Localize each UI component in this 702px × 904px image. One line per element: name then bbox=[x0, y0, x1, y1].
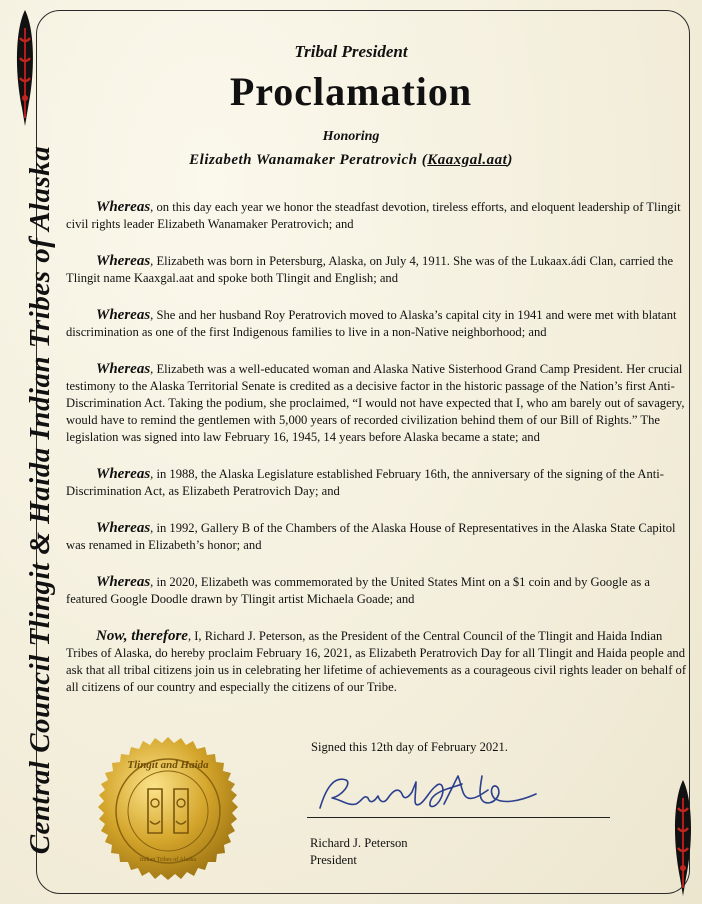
side-organization-name: Central Council Tlingit & Haida Indian Tribes of Alaska bbox=[24, 145, 56, 855]
page-title: Proclamation bbox=[229, 69, 473, 114]
gold-seal-icon bbox=[92, 736, 244, 886]
paragraph bbox=[66, 466, 688, 500]
paragraph-lead: Whereas bbox=[96, 253, 151, 269]
seal-bottom-text: Indian Tribes of Alaska bbox=[139, 857, 197, 863]
paragraph bbox=[66, 307, 688, 341]
honoree-tlingit-name: Kaaxgal.aat bbox=[427, 152, 508, 168]
paragraph bbox=[66, 520, 688, 554]
paragraph-lead: Whereas bbox=[96, 307, 151, 323]
signature-icon bbox=[312, 768, 542, 820]
paragraph-lead: Now, therefore bbox=[96, 628, 188, 644]
paragraph-lead: Whereas bbox=[96, 199, 151, 215]
signed-date: Signed this 12th day of February 2021. bbox=[311, 740, 508, 754]
proclamation-body bbox=[66, 199, 688, 716]
honoree-name bbox=[0, 152, 702, 169]
paragraph-lead: Whereas bbox=[96, 361, 151, 377]
honoree-name-close: ) bbox=[507, 152, 513, 168]
signature-line bbox=[307, 817, 610, 818]
paragraph bbox=[66, 253, 688, 287]
honoree-name-main: Elizabeth Wanamaker Peratrovich ( bbox=[189, 152, 428, 168]
paragraph-text: , on this day each year we honor the steadfast devotion, tireless efforts, and eloquent leadership of Tlingit civil rights leader Elizabeth Wanamaker Peratrovich; and bbox=[66, 200, 681, 231]
paragraph-text: , in 2020, Elizabeth was commemorated by the United States Mint on a $1 coin and by Google as a featured Google Doodle drawn by Tlingit artist Michaela Goade; and bbox=[66, 575, 650, 606]
header-tribal-president: Tribal President bbox=[294, 42, 408, 61]
paragraph-text: , Elizabeth was born in Petersburg, Alaska, on July 4, 1911. She was of the Lukaax.ádi Clan, carried the Tlingit name Kaaxgal.aat and spoke both Tlingit and English; and bbox=[66, 254, 674, 285]
feather-bottom-icon bbox=[670, 778, 696, 898]
paragraph bbox=[66, 574, 688, 608]
paragraph-lead: Whereas bbox=[96, 520, 151, 536]
paragraph bbox=[66, 199, 688, 233]
signer-name: Richard J. Peterson bbox=[310, 836, 408, 850]
paragraph-lead: Whereas bbox=[96, 574, 151, 590]
paragraph-lead: Whereas bbox=[96, 466, 151, 482]
signer-title: President bbox=[310, 853, 357, 867]
paragraph-text: , She and her husband Roy Peratrovich moved to Alaska’s capital city in 1941 and were met with blatant discrimination as one of the first Indigenous families to live in a non-Native neighborhood; and bbox=[66, 308, 677, 339]
paragraph bbox=[66, 361, 688, 446]
paragraph-text: , Elizabeth was a well-educated woman and Alaska Native Sisterhood Grand Camp President. Her crucial testimony to the Alaska Territorial Senate is credited as a decisive factor in the historic passage of the Nation’s first Anti-Discrimination Act. Taking the podium, she proclaimed, “I would not have expected that I, who am barely out of savagery, would have to remind the gentlemen with 5,000 years of recorded civilization behind them of our Bill of Rights.” The legislation was signed into law February 16, 1945, 14 years before Alaska became a state; and bbox=[66, 362, 685, 444]
header-honoring: Honoring bbox=[322, 129, 380, 144]
paragraph bbox=[66, 628, 688, 696]
paragraph-text: , I, Richard J. Peterson, as the President of the Central Council of the Tlingit and Haida Indian Tribes of Alaska, do hereby proclaim February 16, 2021, as Elizabeth Peratrovich Day for all Tlingit and Haida people and ask that all tribal citizens join us in celebrating her lifetime of achievements as a courageous civil rights leader on behalf of all citizens of our country and especially the citizens of our Tribe. bbox=[66, 629, 687, 694]
paragraph-text: , in 1992, Gallery B of the Chambers of the Alaska House of Representatives in the Alaska State Capitol was renamed in Elizabeth’s honor; and bbox=[66, 521, 676, 552]
paragraph-text: , in 1988, the Alaska Legislature established February 16th, the anniversary of the signing of the Anti-Discrimination Act, as Elizabeth Peratrovich Day; and bbox=[66, 467, 664, 498]
seal-top-text: Tlingit and Haida bbox=[127, 759, 209, 771]
signer-block bbox=[310, 835, 408, 869]
